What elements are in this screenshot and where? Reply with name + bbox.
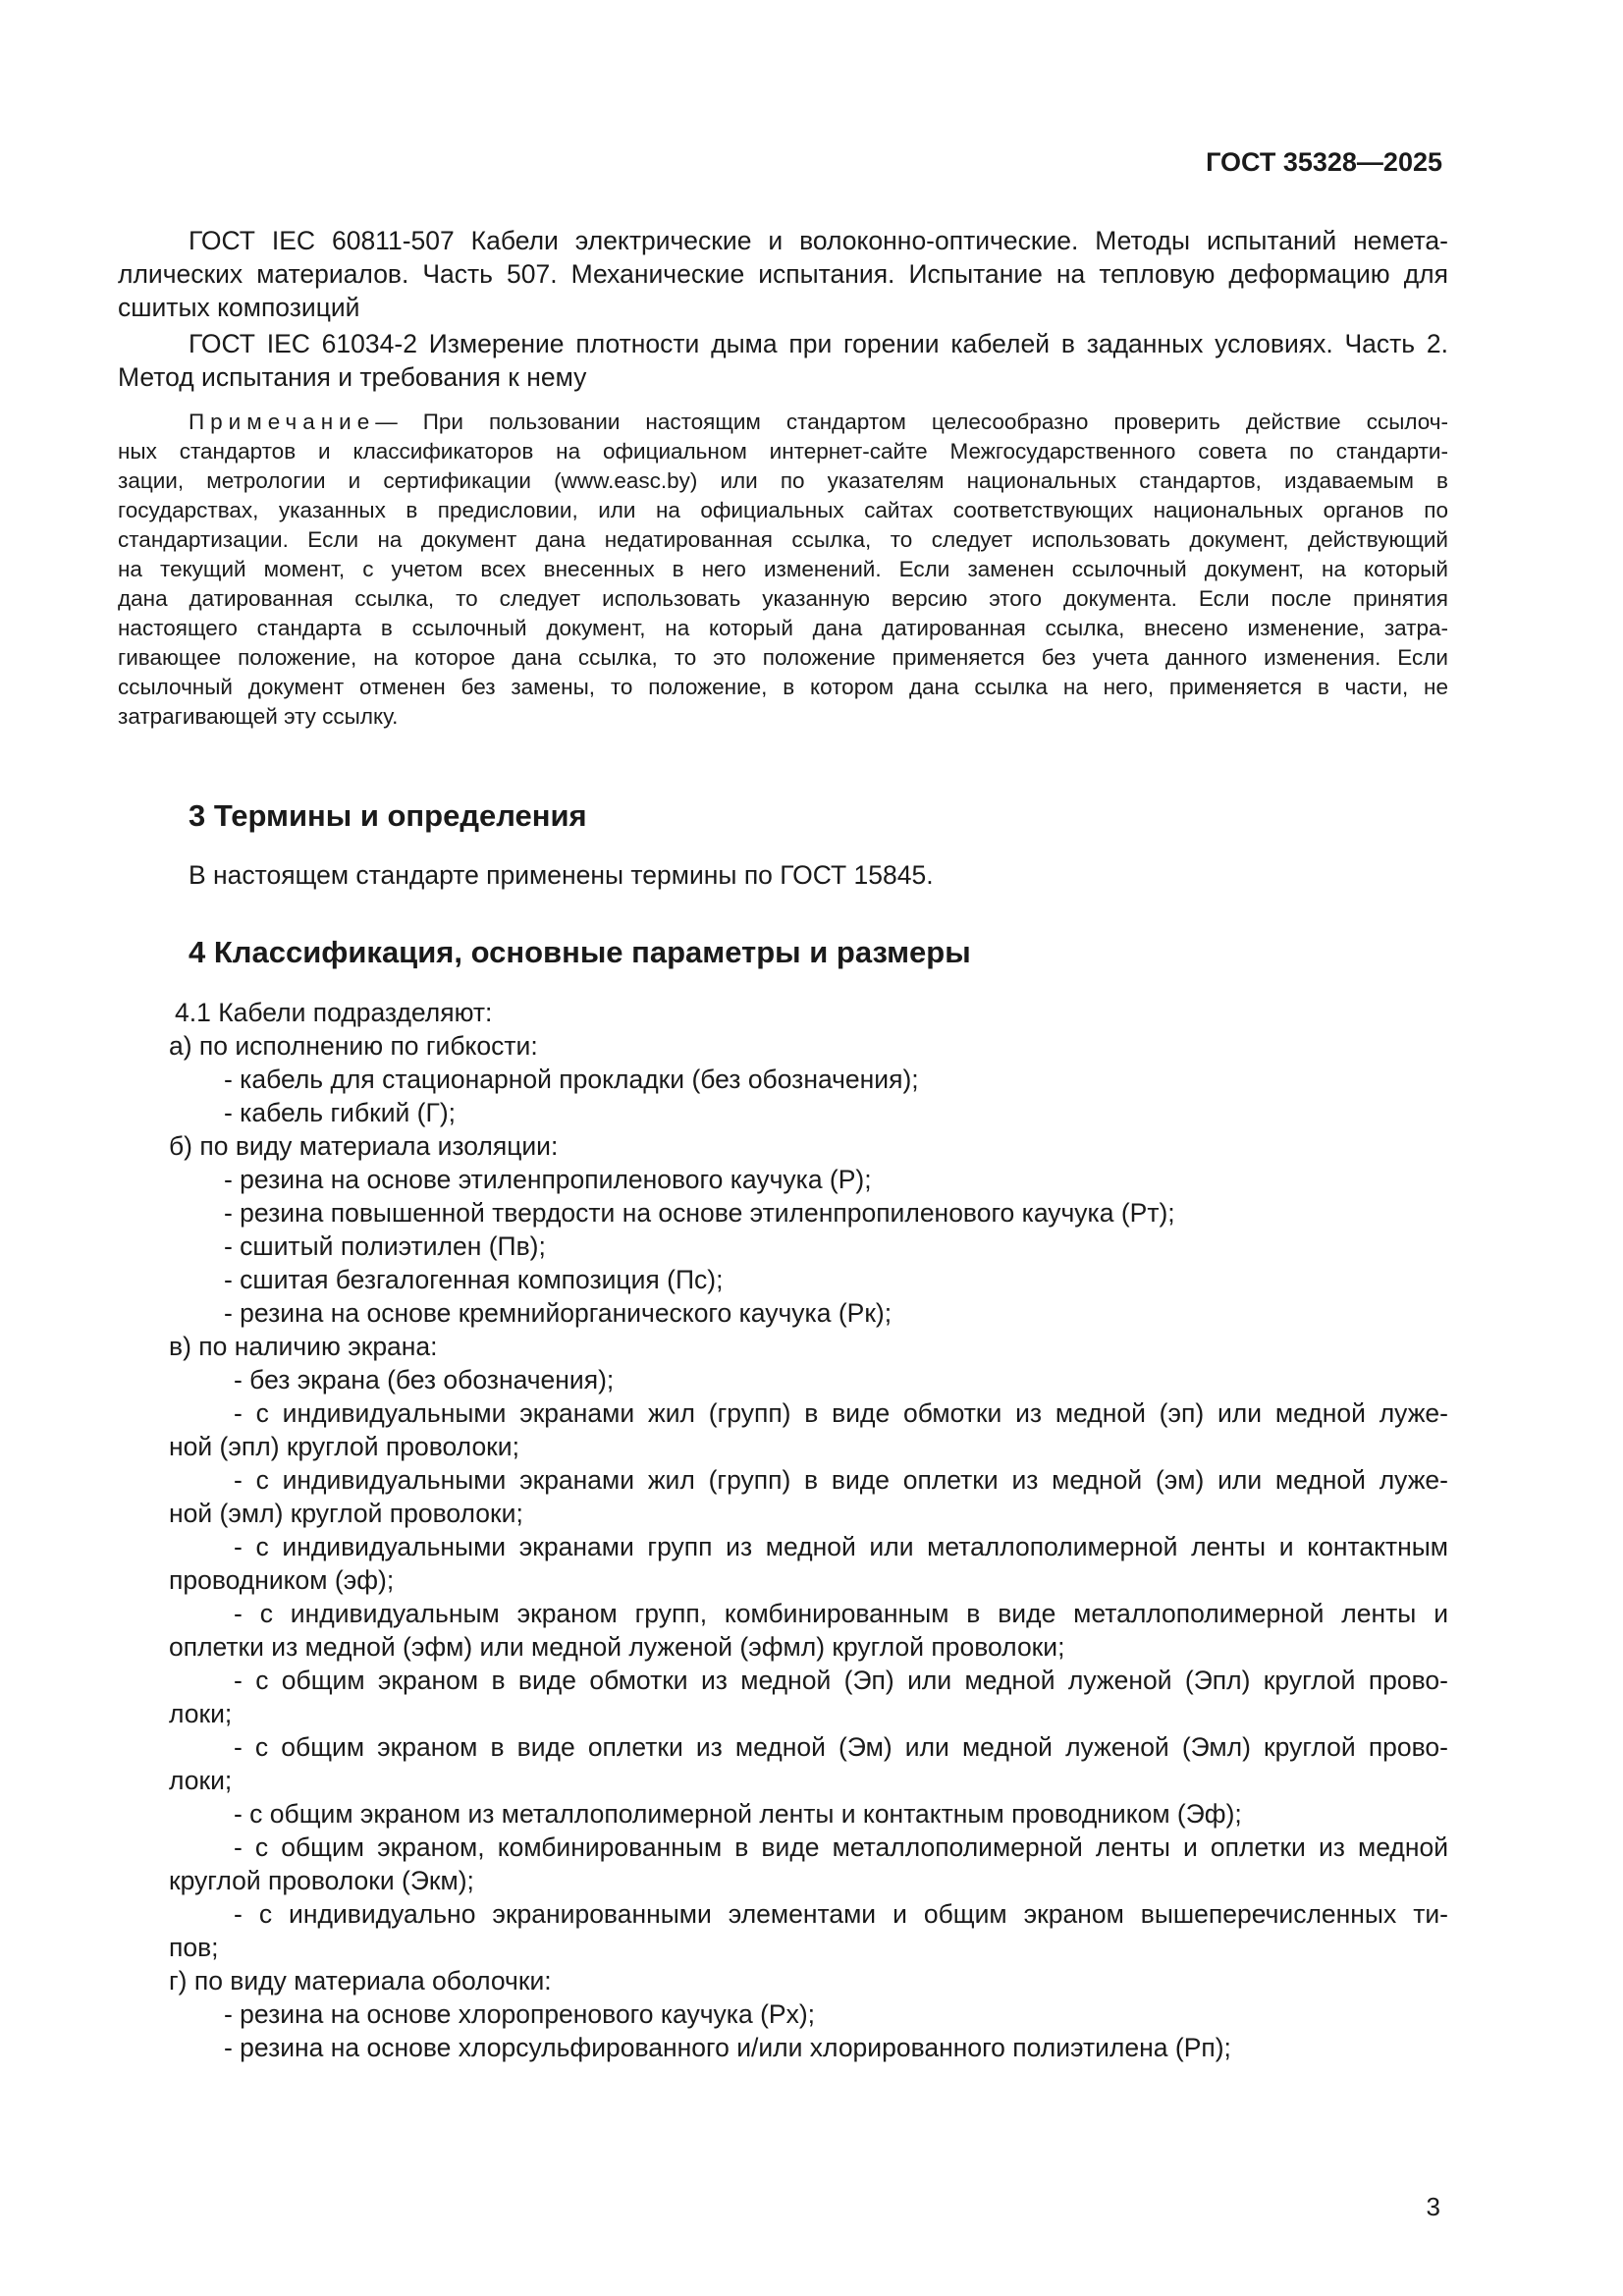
list-subitem: - без экрана (без обозначения); [234, 1365, 615, 1394]
section-3-text: В настоящем стандарте применены термины по ГОСТ 15845. [189, 860, 934, 890]
list-subitem: - с индивидуальным экраном групп, комбинированным в виде металлополимерной ленты и [234, 1599, 1448, 1628]
note-line-9: гивающее положение, на которое дана ссылка, то это положение применяется без учета данного изменения. Если [118, 645, 1448, 670]
list-subitem: - с индивидуальными экранами жил (групп) в виде обмотки из медной (эп) или медной луже- [234, 1398, 1448, 1428]
note-line-1: — При пользовании настоящим стандартом целесообразно проверить действие ссылоч- [375, 410, 1448, 434]
list-subitem-cont: проводником (эф); [169, 1565, 395, 1595]
list-subitem: - с общим экраном в виде оплетки из медной (Эм) или медной луженой (Эмл) круглой прово- [234, 1732, 1448, 1762]
clause-4-1: 4.1 Кабели подразделяют: [175, 998, 493, 1027]
list-subitem: - с индивидуальными экранами жил (групп) в виде оплетки из медной (эм) или медной луже- [234, 1465, 1448, 1495]
note-line-5: стандартизации. Если на документ дана недатированная ссылка, то следует использовать документ, действующий [118, 527, 1448, 552]
document-code-header: ГОСТ 35328—2025 [1206, 147, 1442, 177]
list-subitem: - сшитая безгалогенная композиция (Пс); [224, 1265, 724, 1294]
list-subitem: - резина повышенной твердости на основе этиленпропиленового каучука (Рт); [224, 1198, 1175, 1228]
note-label: Примечание [189, 410, 376, 434]
note-line-10: ссылочный документ отменен без замены, то положение, в котором дана ссылка на него, применяется в части, не [118, 675, 1448, 699]
list-subitem: - резина на основе этиленпропиленового каучука (Р); [224, 1165, 872, 1194]
list-item-g: г) по виду материала оболочки: [169, 1966, 552, 1995]
note-line-4: государствах, указанных в предисловии, или на официальных сайтах соответствующих национальных органов по [118, 498, 1448, 522]
ref-1-line-2: ллических материалов. Часть 507. Механические испытания. Испытание на тепловую деформацию для [118, 259, 1448, 289]
note-line-2: ных стандартов и классификаторов на официальном интернет-сайте Межгосударственного совета по стандарти- [118, 439, 1448, 464]
list-item-a: а) по исполнению по гибкости: [169, 1031, 538, 1061]
list-subitem-cont: локи; [169, 1766, 233, 1795]
list-subitem-cont: оплетки из медной (эфм) или медной луженой (эфмл) круглой проволоки; [169, 1632, 1065, 1662]
list-subitem-cont: локи; [169, 1699, 233, 1728]
note-line-3: зации, метрологии и сертификации (www.easc.by) или по указателям национальных стандартов, издаваемым в [118, 468, 1448, 493]
list-subitem: - кабель гибкий (Г); [224, 1098, 457, 1127]
note-line-8: настоящего стандарта в ссылочный документ, на который дана датированная ссылка, внесено изменение, затра- [118, 616, 1448, 640]
list-subitem-cont: пов; [169, 1933, 219, 1962]
list-subitem-cont: ной (эпл) круглой проволоки; [169, 1432, 519, 1461]
list-subitem: - кабель для стационарной прокладки (без обозначения); [224, 1065, 919, 1094]
page-number: 3 [1426, 2192, 1440, 2221]
list-subitem: - с общим экраном, комбинированным в виде металлополимерной ленты и оплетки из медной [234, 1832, 1448, 1862]
list-subitem: - резина на основе хлорсульфированного и/или хлорированного полиэтилена (Рп); [224, 2033, 1231, 2062]
section-4-title: 4 Классификация, основные параметры и размеры [189, 935, 971, 969]
list-subitem: - с общим экраном из металлополимерной ленты и контактным проводником (Эф); [234, 1799, 1242, 1829]
ref-2-line-1: ГОСТ IEC 61034-2 Измерение плотности дыма при горении кабелей в заданных условиях. Часть 2. [189, 329, 1448, 358]
ref-2-line-2: Метод испытания и требования к нему [118, 362, 587, 392]
list-subitem: - с общим экраном в виде обмотки из медной (Эп) или медной луженой (Эпл) круглой прово- [234, 1666, 1448, 1695]
section-3-title: 3 Термины и определения [189, 798, 587, 833]
note-line-6: на текущий момент, с учетом всех внесенных в него изменений. Если заменен ссылочный документ, на который [118, 557, 1448, 581]
list-item-b: б) по виду материала изоляции: [169, 1131, 559, 1161]
list-subitem: - с индивидуально экранированными элементами и общим экраном вышеперечисленных ти- [234, 1899, 1448, 1929]
ref-1-line-3: сшитых композиций [118, 293, 360, 322]
list-subitem: - резина на основе хлоропренового каучука (Рх); [224, 1999, 816, 2029]
list-subitem: - резина на основе кремнийорганического каучука (Рк); [224, 1298, 893, 1328]
list-subitem-cont: ной (эмл) круглой проволоки; [169, 1499, 523, 1528]
note-line-11: затрагивающей эту ссылку. [118, 704, 399, 729]
note-line-7: дана датированная ссылка, то следует использовать указанную версию этого документа. Если после принятия [118, 586, 1448, 611]
list-subitem: - сшитый полиэтилен (Пв); [224, 1231, 546, 1261]
ref-1-line-1: ГОСТ IEC 60811-507 Кабели электрические и волоконно-оптические. Методы испытаний немета- [189, 226, 1448, 255]
list-subitem: - с индивидуальными экранами групп из медной или металлополимерной ленты и контактным [234, 1532, 1448, 1561]
list-item-v: в) по наличию экрана: [169, 1332, 438, 1361]
note-first-line [189, 408, 1448, 437]
list-subitem-cont: круглой проволоки (Экм); [169, 1866, 474, 1895]
